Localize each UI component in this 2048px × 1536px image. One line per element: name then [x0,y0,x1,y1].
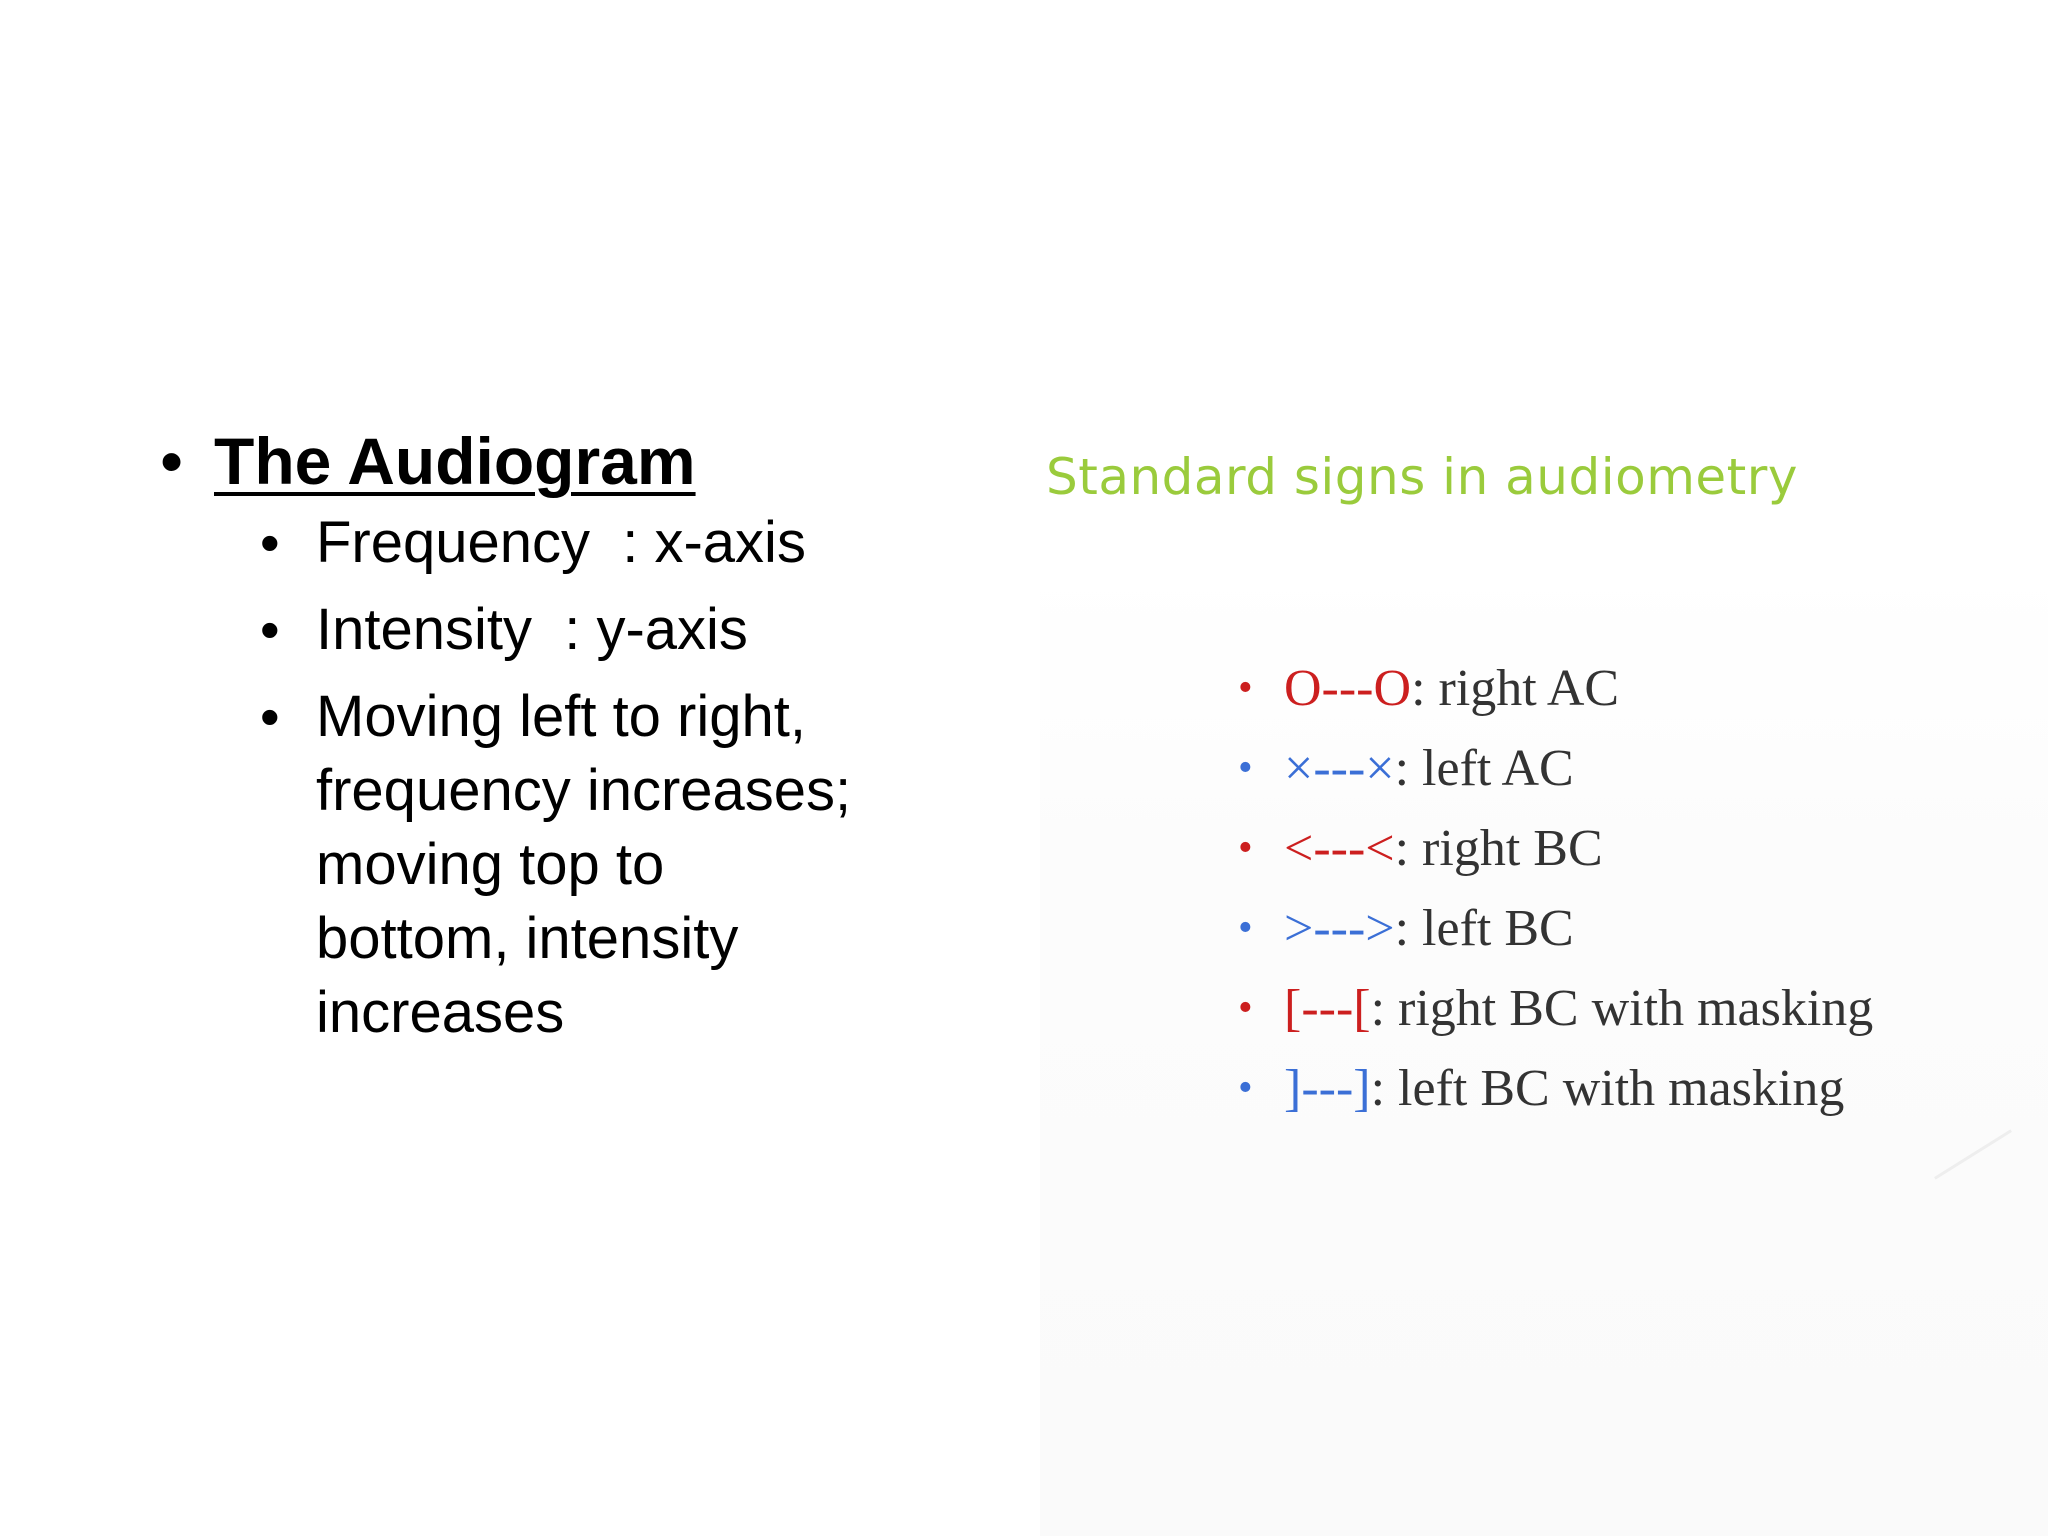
bullet-icon: • [1238,905,1253,951]
legend-symbol: ]---] [1284,1059,1371,1117]
bullet-icon: • [260,685,280,748]
sub-bullet-text: Intensity : y-axis [316,597,748,662]
legend-description: : left BC [1394,899,1574,957]
legend-symbol: O---O [1284,659,1412,717]
slide-text-block [160,418,920,1063]
sub-bullet-item [260,593,920,667]
legend-description: : left BC with masking [1370,1059,1845,1117]
bullet-icon: • [1238,985,1253,1031]
legend-description: : right BC [1394,819,1603,877]
legend-item [1238,808,1873,888]
bullet-icon: • [1238,1065,1253,1111]
sub-bullet-text: Moving left to right, frequency increases; moving top to bottom, intensity increases [316,684,852,1045]
legend-description: : left AC [1394,739,1574,797]
legend-symbol: [---[ [1284,979,1371,1037]
bullet-icon: • [1238,825,1253,871]
sub-bullet-list [260,506,920,1050]
legend-item [1238,648,1873,728]
sub-bullet-item [260,506,920,580]
bullet-icon: • [160,424,184,498]
image-artifact-streak [1934,1129,2012,1179]
legend-item [1238,728,1873,808]
legend-symbol: ×---× [1284,739,1395,797]
bullet-icon: • [260,598,280,661]
legend-description: : right BC with masking [1370,979,1874,1037]
bullet-icon: • [1238,665,1253,711]
sub-bullet-item [260,680,920,1050]
slide-heading: The Audiogram [214,424,696,498]
legend-description: : right AC [1411,659,1620,717]
legend-item [1238,1048,1873,1128]
bullet-icon: • [1238,745,1253,791]
bullet-icon: • [260,511,280,574]
legend-list [1238,648,1873,1128]
legend-title: Standard signs in audiometry [1046,448,1798,506]
legend-symbol: <---< [1284,819,1395,877]
legend-item [1238,888,1873,968]
legend-item [1238,968,1873,1048]
audiometry-signs-image [1040,430,2048,1536]
main-bullet-item [160,418,920,504]
legend-symbol: >---> [1284,899,1395,957]
sub-bullet-text: Frequency : x-axis [316,510,806,575]
